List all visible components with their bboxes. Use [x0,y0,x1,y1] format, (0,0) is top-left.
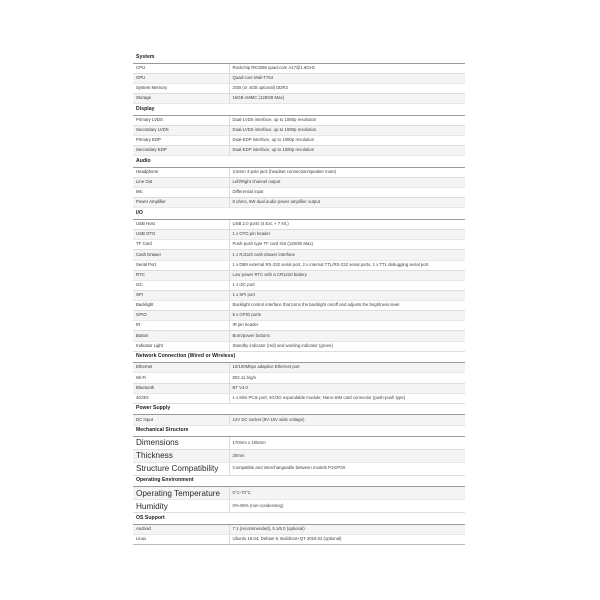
spec-label: TF Card [133,240,229,250]
spec-row [133,188,465,198]
spec-row [133,115,465,125]
spec-value: 1 x SPI port [229,290,465,300]
spec-label: USB OTG [133,230,229,240]
spec-row [133,363,465,373]
spec-row [133,437,465,450]
section-title: I/O [133,208,465,220]
spec-value: 0%-95% (non-condensing) [229,500,465,513]
spec-value: 0°C-70°C [229,487,465,500]
spec-value: 1 x I2C port [229,280,465,290]
spec-label: Secondary EDP [133,146,229,156]
spec-row [133,63,465,73]
section-title: Operating Environment [133,475,465,487]
spec-label: CPU [133,63,229,73]
spec-value: Push-push type TF card slot (128GB Max) [229,240,465,250]
spec-value: Differential input [229,188,465,198]
spec-label: Android [133,524,229,534]
spec-value: 2GB (or 4GB optional) DDR3 [229,83,465,93]
spec-row [133,290,465,300]
spec-row [133,301,465,311]
spec-row [133,415,465,425]
spec-label: Operating Temperature [133,487,229,500]
spec-value: Burn/power buttons [229,331,465,341]
spec-label: Wi-Fi [133,373,229,383]
spec-row [133,524,465,534]
spec-value: 802.11 b/g/n [229,373,465,383]
spec-label: Bluetooth [133,383,229,393]
section-title: OS Support [133,513,465,525]
section-header-row [133,425,465,437]
spec-label: SPI [133,290,229,300]
spec-label: Serial Port [133,260,229,270]
spec-row [133,393,465,403]
spec-label: Primary LVDS [133,115,229,125]
spec-row [133,146,465,156]
spec-label: Mic [133,188,229,198]
section-title: Network Connection (Wired or Wireless) [133,351,465,363]
spec-label: IR [133,321,229,331]
spec-value: 1 x OTG pin header [229,230,465,240]
section-header-row [133,156,465,168]
spec-value: 8 ohms, 6W dual audio power amplifier output [229,198,465,208]
spec-value: 20mm [229,450,465,463]
spec-row [133,487,465,500]
section-header-row [133,475,465,487]
spec-label: Ethernet [133,363,229,373]
section-title: Audio [133,156,465,168]
spec-label: Primary EDP [133,136,229,146]
spec-label: Storage [133,94,229,104]
spec-label: DC Input [133,415,229,425]
spec-label: Humidity [133,500,229,513]
spec-value: 170mm x 105mm [229,437,465,450]
spec-value: Dual-LVDS interface, up to 1080p resolution [229,115,465,125]
spec-label: RTC [133,270,229,280]
spec-row [133,73,465,83]
spec-value: 16GB eMMC (128GB Max) [229,94,465,104]
spec-row [133,83,465,93]
spec-label: Dimensions [133,437,229,450]
spec-label: Headphone [133,167,229,177]
spec-row [133,341,465,351]
spec-label: Line Out [133,178,229,188]
section-header-row [133,104,465,116]
spec-value: Low power RTC with a CR1220 battery [229,270,465,280]
spec-label: 4G/3G [133,393,229,403]
spec-label: Power Amplifier [133,198,229,208]
spec-row [133,94,465,104]
spec-row [133,178,465,188]
spec-value: 12V DC socket (9V-15V wide voltage) [229,415,465,425]
spec-value: IR pin header [229,321,465,331]
spec-value: 7.1 (recommended), 5.1/6.0 (optional) [229,524,465,534]
spec-row [133,500,465,513]
section-title: Mechanical Structure [133,425,465,437]
spec-value: Rockchip RK3288 quad-core A17@1.8GHz [229,63,465,73]
spec-row [133,373,465,383]
spec-row [133,220,465,230]
spec-row [133,331,465,341]
spec-label: USB Host [133,220,229,230]
spec-label: System Memory [133,83,229,93]
spec-label: GPU [133,73,229,83]
spec-value: Ubuntu 18.04, Debian 9, Buildroot+QT 2019.02 (optional) [229,535,465,545]
spec-label: Button [133,331,229,341]
spec-value: Dual-EDP interface, up to 1080p resolution [229,136,465,146]
spec-row [133,535,465,545]
spec-value: BT V4.0 [229,383,465,393]
spec-value: 1 x RJ11/6 cash drawer interface [229,250,465,260]
spec-label: I2C [133,280,229,290]
section-title: System [133,52,465,63]
spec-value: 5 x GPIO ports [229,311,465,321]
specification-table-body [133,52,465,545]
spec-value: 1 x Mini PCIe port; 4G/3G expandable module; Nano-SIM card connector (push-push type) [229,393,465,403]
spec-label: Cash Drawer [133,250,229,260]
spec-value: USB 2.0 ports (4 Ext. + 7 Int.) [229,220,465,230]
spec-label: GPIO [133,311,229,321]
spec-row [133,198,465,208]
spec-value: 1 x DB9 external RS-232 serial port, 2 x internal TTL/RS-232 serial ports, 1 x TTL debugging serial port [229,260,465,270]
spec-row [133,125,465,135]
spec-value: Left/Right channel output [229,178,465,188]
section-header-row [133,351,465,363]
spec-label: Backlight [133,301,229,311]
spec-label: Secondary LVDS [133,125,229,135]
spec-row [133,240,465,250]
spec-row [133,280,465,290]
spec-label: Structure Compatibility [133,462,229,475]
spec-row [133,383,465,393]
section-header-row [133,403,465,415]
spec-label: Thickness [133,450,229,463]
spec-value: 3.5mm 4-pole jack (headset connection/speaker mute) [229,167,465,177]
section-title: Display [133,104,465,116]
spec-row [133,311,465,321]
section-header-row [133,52,465,63]
spec-value: Standby indicator (red) and working indicator (green) [229,341,465,351]
section-header-row [133,208,465,220]
spec-row [133,270,465,280]
spec-row [133,462,465,475]
spec-row [133,230,465,240]
spec-label: Linux [133,535,229,545]
spec-row [133,136,465,146]
spec-label: Indicator Light [133,341,229,351]
spec-row [133,260,465,270]
spec-value: Backlight control interface that turns the backlight on/off and adjusts the brightness level [229,301,465,311]
section-header-row [133,513,465,525]
spec-row [133,321,465,331]
spec-value: Quad-core Mali-T764 [229,73,465,83]
section-title: Power Supply [133,403,465,415]
spec-value: Compatible and interchangeable between models P1X/P3X [229,462,465,475]
specification-table [133,52,465,545]
spec-value: 10/100Mbps adaptive Ethernet port [229,363,465,373]
spec-row [133,450,465,463]
spec-row [133,250,465,260]
spec-value: Dual-EDP interface, up to 1080p resolution [229,146,465,156]
spec-value: Dual-LVDS interface, up to 1080p resolution [229,125,465,135]
spec-row [133,167,465,177]
